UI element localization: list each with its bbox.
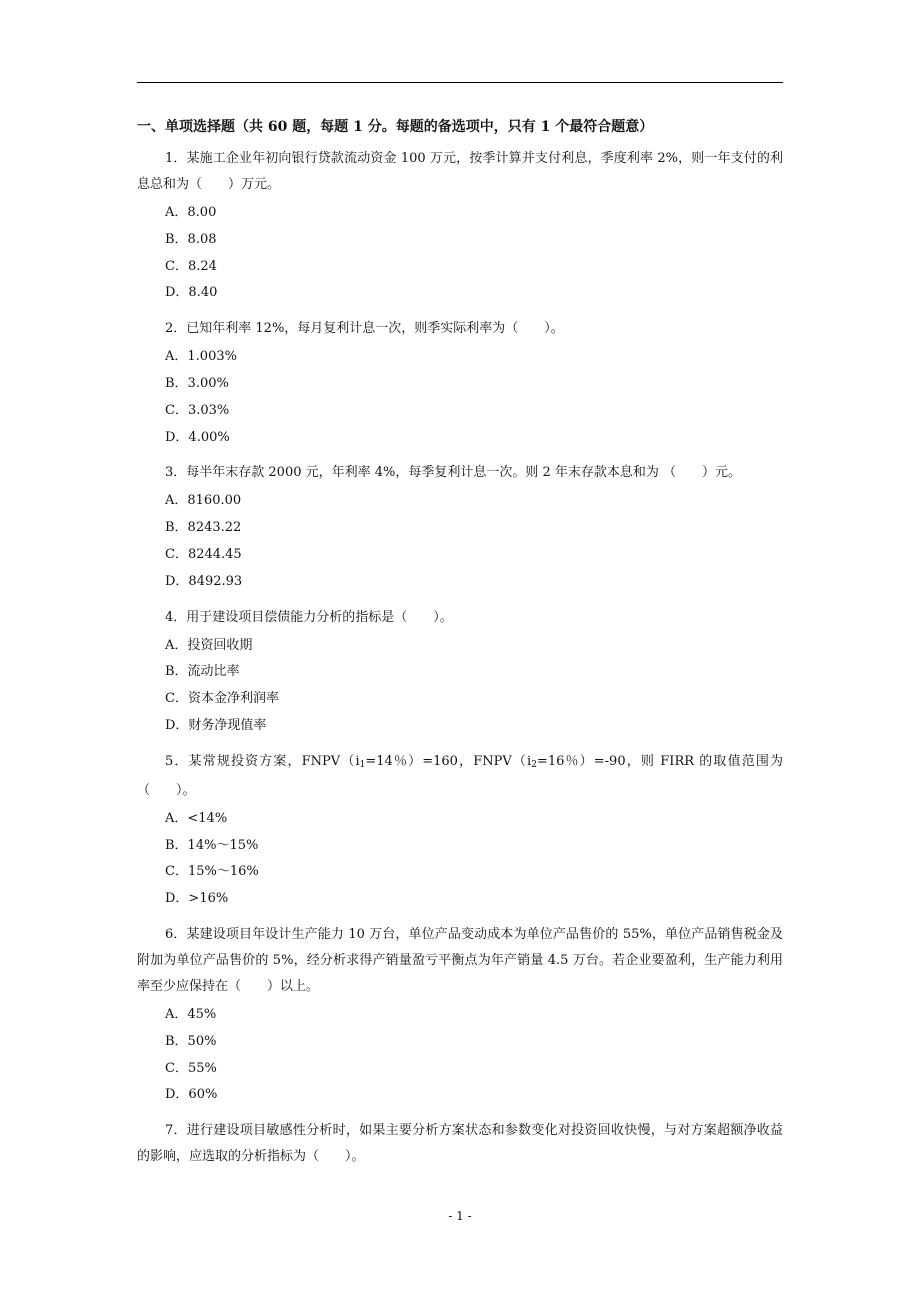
option-b: B．8.08 [165, 231, 217, 247]
header-rule [137, 82, 783, 83]
option-a: A．<14% [165, 810, 228, 826]
question-1 [137, 146, 783, 307]
question-stem: 1．某施工企业年初向银行贷款流动资金 100 万元，按季计算并支付利息，季度利率 2%，则一年支付的利息总和为（ ）万元。 [137, 151, 783, 192]
option-c: C．8.24 [165, 258, 217, 274]
option-c: C．资本金净利润率 [165, 691, 279, 707]
question-stem: 2．已知年利率 12%，每月复利计息一次，则季实际利率为（ ）。 [165, 321, 564, 337]
question-stem: 6．某建设项目年设计生产能力 10 万台，单位产品变动成本为单位产品售价的 55%，单位产品销售税金及附加为单位产品售价的 5%，经分析求得产销量盈亏平衡点为年产销量 4.5 万台。若企业要盈利，生产能力利用率至少应保持在（ ）以上。 [137, 926, 783, 994]
option-b: B．14%～15% [165, 837, 259, 853]
option-a: A．1.003% [165, 349, 237, 365]
question-stem: 7．进行建设项目敏感性分析时，如果主要分析方案状态和参数变化对投资回收快慢，与对方案超额净收益的影响，应选取的分析指标为（ ）。 [137, 1123, 783, 1165]
question-2 [137, 316, 783, 451]
option-a: A．45% [165, 1006, 217, 1022]
question-3 [137, 460, 783, 595]
section-title: 一、单项选择题（共 60 题，每题 1 分。每题的备选项中，只有 1 个最符合题意） [137, 119, 654, 135]
option-c: C．55% [165, 1060, 217, 1076]
subscript: 2 [531, 759, 537, 770]
page-number: - 1 - [448, 1209, 472, 1223]
option-a: A．8160.00 [165, 493, 242, 509]
option-c: C．3.03% [165, 402, 230, 418]
option-d: D．财务净现值率 [165, 717, 267, 733]
option-d: D．60% [165, 1087, 218, 1103]
option-d: D．8.40 [165, 285, 218, 301]
question-5 [137, 749, 783, 913]
option-d: D．4.00% [165, 429, 230, 445]
stem-text: =16％）=-90，则 FIRR 的取值范围为（ ）。 [137, 753, 783, 798]
option-d: D．>16% [165, 891, 229, 907]
question-4 [137, 605, 783, 740]
question-stem: 4．用于建设项目偿债能力分析的指标是（ ）。 [165, 609, 453, 625]
option-b: B．8243.22 [165, 520, 242, 536]
option-a: A．8.00 [165, 205, 217, 220]
document-body [137, 116, 783, 1179]
option-b: B．流动比率 [165, 664, 240, 680]
option-c: C．8244.45 [165, 546, 242, 562]
option-b: B．3.00% [165, 375, 229, 391]
stem-text: 5．某常规投资方案，FNPV（i [165, 753, 360, 769]
subscript: 1 [359, 759, 366, 770]
option-c: C．15%～16% [165, 864, 259, 880]
question-7 [137, 1118, 783, 1170]
stem-text: =14％）=160，FNPV（i [365, 753, 532, 769]
option-a: A．投资回收期 [165, 637, 253, 653]
question-stem [137, 749, 783, 804]
option-b: B．50% [165, 1033, 217, 1049]
question-stem: 3．每半年末存款 2000 元，年利率 4%，每季复利计息一次。则 2 年末存款本息和为 （ ）元。 [165, 465, 742, 481]
question-6 [137, 922, 783, 1109]
option-d: D．8492.93 [165, 573, 243, 589]
